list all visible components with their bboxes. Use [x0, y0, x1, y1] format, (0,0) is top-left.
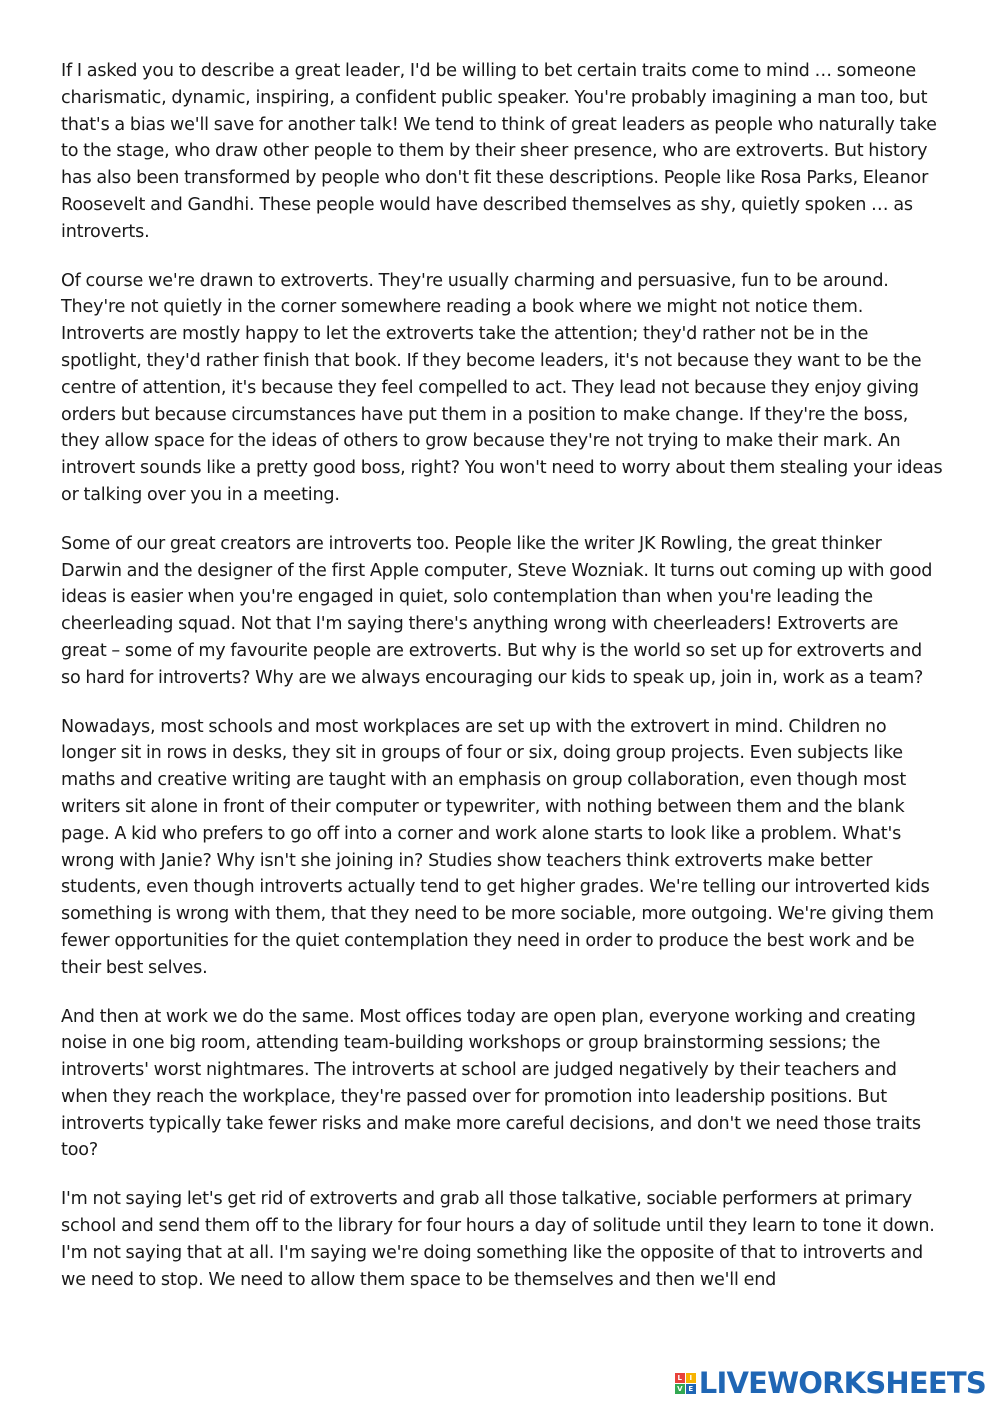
- worksheet-page: [61, 58, 946, 1315]
- paragraph-4: Nowadays, most schools and most workplaces are set up with the extrovert in mind. Children no longer sit in rows in desks, they sit in groups of four or six, doing group projects. Even subjects like maths and creative writing are taught with an emphasis on group collaboration, even though most writers sit alone in front of their computer or typewriter, with nothing between them and the blank page. A kid who prefers to go off into a corner and work alone starts to look like a problem. What's wrong with Janie? Why isn't she joining in? Studies show teachers think extroverts make better students, even though introverts actually tend to get higher grades. We're telling our introverted kids something is wrong with them, that they need to be more sociable, more outgoing. We're giving them fewer opportunities for the quiet contemplation they need in order to produce the best work and be their best selves.: [61, 716, 934, 978]
- liveworksheets-branding: [675, 1366, 986, 1400]
- logo-tile-i: I: [686, 1373, 696, 1383]
- logo-tile-v: V: [675, 1384, 685, 1394]
- liveworksheets-logo-icon: [675, 1373, 696, 1394]
- paragraph-6: I'm not saying let's get rid of extroverts and grab all those talkative, sociable performers at primary school and send them off to the library for four hours a day of solitude until they learn to tone it down. I'm not saying that at all. I'm saying we're doing something like the opposite of that to introverts and we need to stop. We need to allow them space to be themselves and then we'll end: [61, 1189, 935, 1290]
- paragraph-1: If I asked you to describe a great leader, I'd be willing to bet certain traits come to mind … someone charismatic, dynamic, inspiring, a confident public speaker. You're probably imagining a man too, but that's a bias we'll save for another talk! We tend to think of great leaders as people who naturally take to the stage, who draw other people to them by their sheer presence, who are extroverts. But history has also been transformed by people who don't fit these descriptions. People like Rosa Parks, Eleanor Roosevelt and Gandhi. These people would have described themselves as shy, quietly spoken … as introverts.: [61, 61, 937, 242]
- logo-tile-l: L: [675, 1373, 685, 1383]
- paragraph-2: Of course we're drawn to extroverts. They're usually charming and persuasive, fun to be around. They're not quietly in the corner somewhere reading a book where we might not notice them. Introverts are mostly happy to let the extroverts take the attention; they'd rather not be in the spotlight, they'd rather finish that book. If they become leaders, it's not because they want to be the centre of attention, it's because they feel compelled to act. They lead not because they enjoy giving orders but because circumstances have put them in a position to make change. If they're the boss, they allow space for the ideas of others to grow because they're not trying to make their mark. An introvert sounds like a pretty good boss, right? You won't need to worry about them stealing your ideas or talking over you in a meeting.: [61, 270, 943, 505]
- logo-tile-e: E: [686, 1384, 696, 1394]
- brand-name: LIVEWORKSHEETS: [698, 1366, 986, 1400]
- paragraph-3: Some of our great creators are introverts too. People like the writer JK Rowling, the great thinker Darwin and the designer of the first Apple computer, Steve Wozniak. It turns out coming up with good ideas is easier when you're engaged in quiet, solo contemplation than when you're leading the cheerleading squad. Not that I'm saying there's anything wrong with cheerleaders! Extroverts are great – some of my favourite people are extroverts. But why is the world so set up for extroverts and so hard for introverts? Why are we always encouraging our kids to speak up, join in, work as a team?: [61, 533, 933, 688]
- paragraph-5: And then at work we do the same. Most offices today are open plan, everyone working and creating noise in one big room, attending team-building workshops or group brainstorming sessions; the introverts' worst nightmares. The introverts at school are judged negatively by their teachers and when they reach the workplace, they're passed over for promotion into leadership positions. But introverts typically take fewer risks and make more careful decisions, and don't we need those traits too?: [61, 1006, 921, 1161]
